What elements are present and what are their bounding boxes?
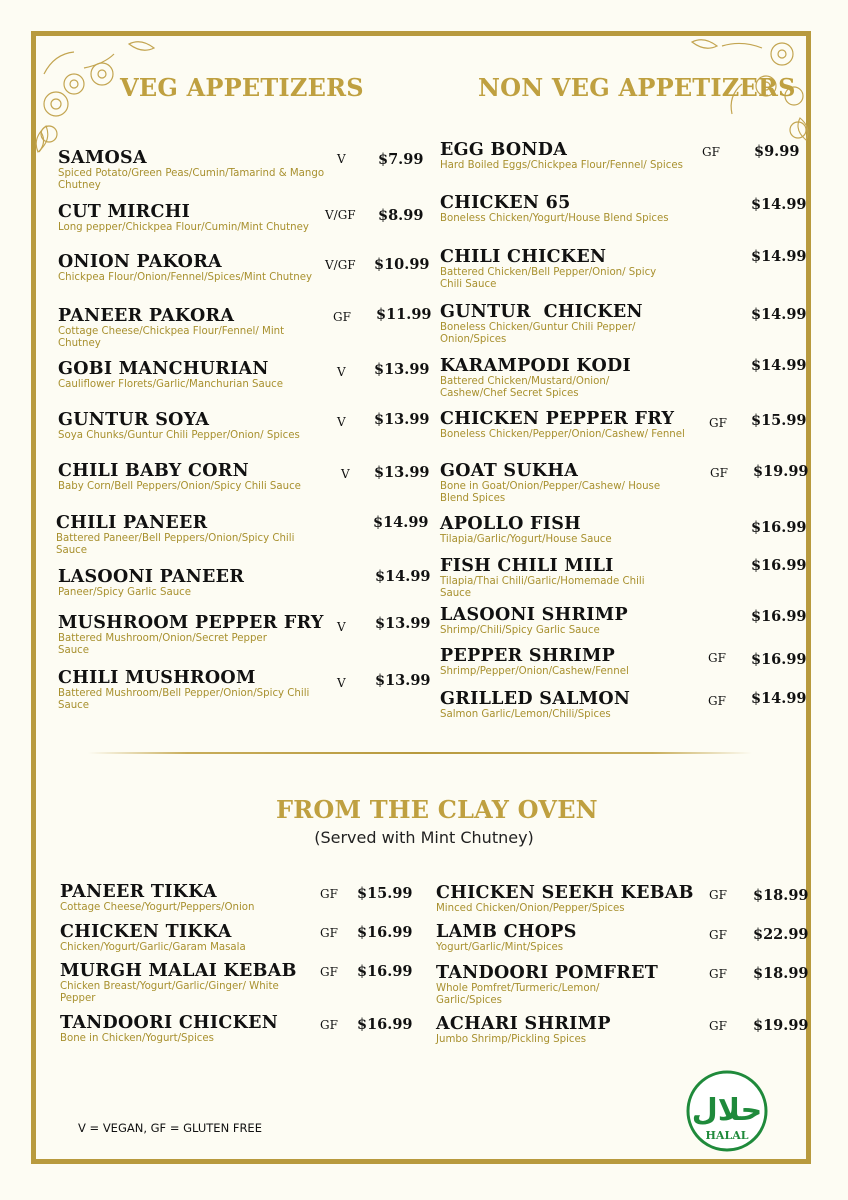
item-description: Cottage Cheese/Yogurt/Peppers/Onion	[60, 902, 255, 913]
item-name: EGG BONDA	[440, 140, 568, 160]
menu-item	[58, 202, 424, 234]
item-description: Bone in Chicken/Yogurt/Spices	[60, 1033, 214, 1044]
item-description: Battered Chicken/Bell Pepper/Onion/ Spicy Chili Sauce	[440, 267, 657, 290]
item-price: $8.99	[378, 207, 424, 224]
dietary-tag: GF	[710, 466, 728, 480]
item-name: TANDOORI POMFRET	[436, 963, 659, 983]
item-description: Spiced Potato/Green Peas/Cumin/Tamarind & Mango Chutney	[58, 168, 325, 191]
item-description: Chicken/Yogurt/Garlic/Garam Masala	[60, 942, 246, 953]
item-description: Chickpea Flour/Onion/Fennel/Spices/Mint Chutney	[58, 272, 313, 283]
item-price: $19.99	[753, 463, 809, 480]
item-price: $16.99	[357, 1016, 413, 1033]
clay-oven-title: FROM THE CLAY OVEN	[276, 795, 598, 824]
item-description: Hard Boiled Eggs/Chickpea Flour/Fennel/ Spices	[440, 160, 683, 171]
dietary-tag: GF	[709, 1019, 727, 1033]
dietary-tag: V	[337, 152, 346, 166]
item-price: $16.99	[751, 519, 807, 536]
item-price: $14.99	[751, 357, 807, 374]
item-description: Bone in Goat/Onion/Pepper/Cashew/ House Blend Spices	[440, 481, 661, 504]
menu-item	[440, 302, 807, 345]
item-description: Battered Paneer/Bell Peppers/Onion/Spicy Chili Sauce	[56, 533, 295, 556]
dietary-tag: GF	[708, 651, 726, 665]
item-name: ONION PAKORA	[58, 252, 222, 272]
menu-item	[60, 922, 413, 954]
menu-item	[436, 963, 809, 1006]
item-name: CHILI BABY CORN	[58, 461, 249, 481]
menu-item	[440, 140, 800, 172]
item-price: $22.99	[753, 926, 809, 943]
item-price: $13.99	[374, 361, 430, 378]
menu-item	[58, 668, 431, 711]
dietary-tag: V	[341, 467, 350, 481]
menu-item	[440, 193, 807, 225]
item-price: $10.99	[374, 256, 430, 273]
dietary-tag: GF	[709, 967, 727, 981]
item-price: $13.99	[375, 672, 431, 689]
item-name: PEPPER SHRIMP	[440, 646, 616, 666]
item-description: Tilapia/Thai Chili/Garlic/Homemade Chili Sauce	[440, 576, 645, 599]
menu-item	[436, 922, 809, 954]
item-price: $14.99	[751, 306, 807, 323]
menu-item	[440, 514, 807, 546]
item-description: Soya Chunks/Guntur Chili Pepper/Onion/ Spices	[58, 430, 300, 441]
item-description: Salmon Garlic/Lemon/Chili/Spices	[440, 709, 611, 720]
menu-item	[436, 883, 809, 915]
item-description: Battered Mushroom/Bell Pepper/Onion/Spicy Chili Sauce	[58, 688, 310, 711]
menu-item	[58, 410, 430, 442]
item-description: Minced Chicken/Onion/Pepper/Spices	[436, 903, 625, 914]
item-price: $9.99	[754, 143, 800, 160]
item-name: CHICKEN TIKKA	[60, 922, 232, 942]
item-name: LASOONI PANEER	[58, 567, 245, 587]
item-price: $18.99	[753, 887, 809, 904]
item-name: LASOONI SHRIMP	[440, 605, 628, 625]
item-price: $14.99	[751, 196, 807, 213]
menu-item	[60, 1013, 413, 1045]
menu-item	[440, 605, 807, 637]
item-price: $15.99	[751, 412, 807, 429]
menu-item	[440, 409, 807, 441]
leaf-illustration-left	[34, 124, 54, 154]
item-price: $13.99	[374, 411, 430, 428]
item-name: APOLLO FISH	[440, 514, 582, 534]
dietary-tag: V	[337, 415, 346, 429]
dietary-tag: GF	[709, 888, 727, 902]
leaf-illustration-right	[794, 116, 810, 142]
menu-item	[436, 1014, 809, 1046]
item-price: $16.99	[751, 608, 807, 625]
dietary-tag: GF	[320, 926, 338, 940]
menu-item	[58, 613, 431, 656]
item-price: $16.99	[751, 651, 807, 668]
item-description: Shrimp/Chili/Spicy Garlic Sauce	[440, 625, 600, 636]
item-name: FISH CHILI MILI	[440, 556, 614, 576]
item-description: Shrimp/Pepper/Onion/Cashew/Fennel	[440, 666, 629, 677]
item-name: CUT MIRCHI	[58, 202, 191, 222]
item-price: $14.99	[375, 568, 431, 585]
veg-appetizers-title: VEG APPETIZERS	[120, 73, 364, 102]
dietary-tag: GF	[320, 965, 338, 979]
item-name: ACHARI SHRIMP	[436, 1014, 611, 1034]
dietary-tag: GF	[702, 145, 720, 159]
item-name: CHILI PANEER	[56, 513, 208, 533]
item-name: GUNTUR CHICKEN	[440, 302, 643, 322]
dietary-tag: GF	[320, 1018, 338, 1032]
item-price: $14.99	[373, 514, 429, 531]
menu-item	[58, 567, 431, 599]
item-price: $13.99	[375, 615, 431, 632]
item-name: TANDOORI CHICKEN	[60, 1013, 279, 1033]
menu-item	[60, 882, 413, 914]
item-description: Jumbo Shrimp/Pickling Spices	[436, 1034, 587, 1045]
item-description: Yogurt/Garlic/Mint/Spices	[436, 942, 564, 953]
menu-item	[440, 356, 807, 399]
item-description: Tilapia/Garlic/Yogurt/House Sauce	[440, 534, 612, 545]
item-description: Cottage Cheese/Chickpea Flour/Fennel/ Mint Chutney	[58, 326, 285, 349]
dietary-tag: V	[337, 365, 346, 379]
item-price: $16.99	[751, 557, 807, 574]
item-description: Boneless Chicken/Yogurt/House Blend Spices	[440, 213, 669, 224]
item-price: $16.99	[357, 963, 413, 980]
halal-badge-icon	[684, 1068, 770, 1154]
section-divider	[88, 752, 752, 754]
dietary-tag: GF	[709, 416, 727, 430]
menu-item	[58, 306, 432, 349]
item-description: Baby Corn/Bell Peppers/Onion/Spicy Chili Sauce	[58, 481, 301, 492]
menu-item	[60, 961, 413, 1004]
item-description: Chicken Breast/Yogurt/Garlic/Ginger/ White Pepper	[60, 981, 279, 1004]
dietary-tag: V	[337, 676, 346, 690]
menu-item	[440, 689, 807, 721]
dietary-tag: V/GF	[325, 208, 356, 222]
dietary-tag: V/GF	[325, 258, 356, 272]
item-description: Boneless Chicken/Guntur Chili Pepper/ Onion/Spices	[440, 322, 636, 345]
item-description: Whole Pomfret/Turmeric/Lemon/ Garlic/Spices	[436, 983, 600, 1006]
item-name: SAMOSA	[58, 148, 147, 168]
item-description: Boneless Chicken/Pepper/Onion/Cashew/ Fennel	[440, 429, 685, 440]
item-name: LAMB CHOPS	[436, 922, 577, 942]
menu-item	[440, 556, 807, 599]
halal-logo	[684, 1068, 770, 1158]
non-veg-appetizers-title: NON VEG APPETIZERS	[478, 73, 796, 102]
menu-item	[58, 252, 430, 284]
item-description: Cauliflower Florets/Garlic/Manchurian Sauce	[58, 379, 284, 390]
menu-item	[58, 461, 430, 493]
dietary-tag: V	[337, 620, 346, 634]
item-name: CHICKEN 65	[440, 193, 571, 213]
item-name: PANEER PAKORA	[58, 306, 235, 326]
item-price: $14.99	[751, 690, 807, 707]
item-name: MUSHROOM PEPPER FRY	[58, 613, 324, 633]
item-name: PANEER TIKKA	[60, 882, 217, 902]
menu-item	[56, 513, 429, 556]
item-name: MURGH MALAI KEBAB	[60, 961, 297, 981]
item-name: GOAT SUKHA	[440, 461, 579, 481]
dietary-tag: GF	[709, 928, 727, 942]
item-name: CHILI CHICKEN	[440, 247, 607, 267]
item-description: Long pepper/Chickpea Flour/Cumin/Mint Chutney	[58, 222, 309, 233]
item-name: GUNTUR SOYA	[58, 410, 210, 430]
item-price: $11.99	[376, 306, 432, 323]
item-name: KARAMPODI KODI	[440, 356, 631, 376]
item-price: $15.99	[357, 885, 413, 902]
menu-item	[440, 461, 809, 504]
item-name: CHICKEN SEEKH KEBAB	[436, 883, 694, 903]
item-price: $16.99	[357, 924, 413, 941]
clay-oven-subtitle: (Served with Mint Chutney)	[314, 828, 534, 847]
item-name: CHILI MUSHROOM	[58, 668, 256, 688]
halal-label: HALAL	[705, 1129, 749, 1142]
item-name: GOBI MANCHURIAN	[58, 359, 269, 379]
item-description: Battered Chicken/Mustard/Onion/ Cashew/Chef Secret Spices	[440, 376, 610, 399]
item-description: Battered Mushroom/Onion/Secret Pepper Sauce	[58, 633, 267, 656]
item-price: $14.99	[751, 248, 807, 265]
dietary-tag: GF	[708, 694, 726, 708]
item-price: $18.99	[753, 965, 809, 982]
item-name: CHICKEN PEPPER FRY	[440, 409, 675, 429]
menu-item	[58, 359, 430, 391]
dietary-legend: V = VEGAN, GF = GLUTEN FREE	[78, 1121, 262, 1135]
dietary-tag: GF	[333, 310, 351, 324]
item-name: GRILLED SALMON	[440, 689, 631, 709]
halal-arabic-text: حلال	[691, 1093, 763, 1128]
item-description: Paneer/Spicy Garlic Sauce	[58, 587, 192, 598]
item-price: $7.99	[378, 151, 424, 168]
menu-item	[58, 148, 424, 191]
menu-item	[440, 646, 807, 678]
dietary-tag: GF	[320, 887, 338, 901]
item-price: $13.99	[374, 464, 430, 481]
item-price: $19.99	[753, 1017, 809, 1034]
menu-item	[440, 247, 807, 290]
